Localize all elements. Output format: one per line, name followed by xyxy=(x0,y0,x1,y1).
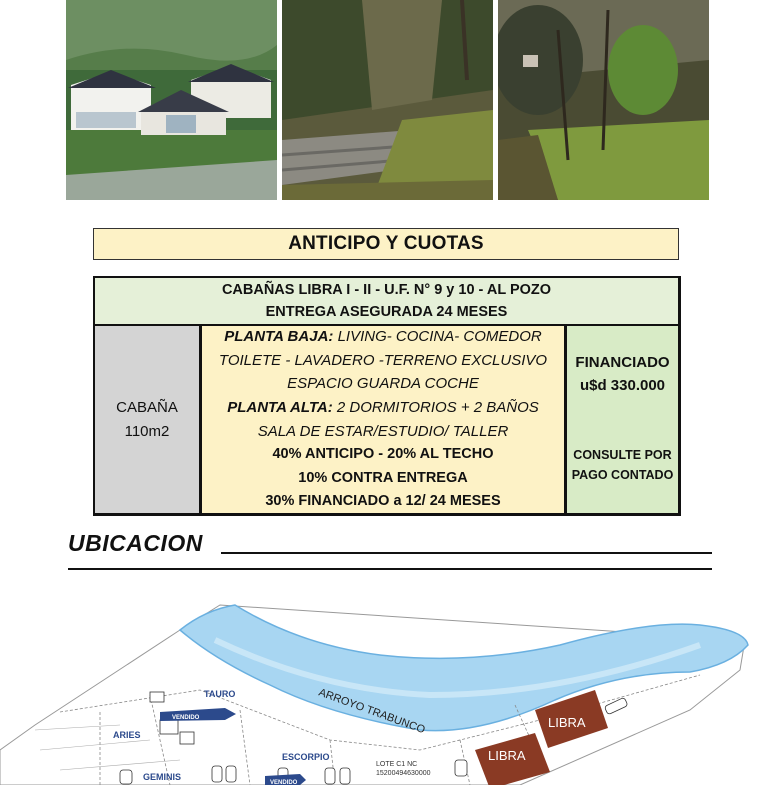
payment-plan-banner xyxy=(93,228,679,260)
cash-note-line1: CONSULTE POR xyxy=(573,448,672,462)
svg-text:LIBRA: LIBRA xyxy=(548,715,586,730)
features-cell xyxy=(202,326,564,513)
payment-terms-1: 40% ANTICIPO - 20% AL TECHO xyxy=(272,446,494,463)
lot-label-tauro: TAURO xyxy=(204,689,236,699)
planta-alta-label: PLANTA ALTA: xyxy=(227,398,333,416)
planta-baja-items: LIVING- COCINA- COMEDOR xyxy=(337,328,542,346)
section-divider xyxy=(68,568,712,570)
location-title: UBICACION xyxy=(68,530,203,556)
sold-badge-escorpio xyxy=(265,774,306,785)
planta-alta-line2: SALA DE ESTAR/ESTUDIO/ TALLER xyxy=(257,422,509,440)
unit-area: 110m2 xyxy=(124,422,170,440)
header-project: CABAÑAS LIBRA I - II - U.F. N° 9 y 10 - AL POZO xyxy=(221,282,552,298)
svg-text:VENDIDO: VENDIDO xyxy=(172,715,200,721)
site-map xyxy=(0,600,776,785)
planta-baja-line3: ESPACIO GUARDA COCHE xyxy=(287,375,479,393)
svg-text:LIBRA: LIBRA xyxy=(488,748,526,763)
header-delivery: ENTREGA ASEGURADA 24 MESES xyxy=(265,304,508,320)
title-rule xyxy=(221,552,712,554)
payment-terms-3: 30% FINANCIADO a 12/ 24 MESES xyxy=(265,493,501,510)
lote-number: 15200494630000 xyxy=(376,770,431,777)
financed-label: FINANCIADO xyxy=(575,354,670,371)
forest-lot-photo xyxy=(498,0,709,200)
svg-text:VENDIDO: VENDIDO xyxy=(270,780,298,785)
lot-label-aries: ARIES xyxy=(113,730,141,740)
river-label: ARROYO TRABUNCO xyxy=(316,686,427,737)
unit-cell xyxy=(95,326,199,513)
unit-type: CABAÑA xyxy=(116,398,178,416)
payment-terms-2: 10% CONTRA ENTREGA xyxy=(298,469,468,486)
planta-alta-items: 2 DORMITORIOS + 2 BAÑOS xyxy=(336,398,539,416)
stone-wall-slope-photo xyxy=(282,0,493,200)
house-render-photo xyxy=(66,0,277,200)
cash-note-line2: PAGO CONTADO xyxy=(571,468,674,482)
lote-label: LOTE C1 NC xyxy=(376,761,418,768)
price-cell xyxy=(567,326,678,513)
banner-title: ANTICIPO Y CUOTAS xyxy=(288,233,484,254)
price-table xyxy=(93,276,681,516)
financed-price: u$d 330.000 xyxy=(579,377,666,394)
lot-label-geminis: GEMINIS xyxy=(143,772,182,782)
planta-baja-label: PLANTA BAJA: xyxy=(224,328,334,346)
lot-label-escorpio: ESCORPIO xyxy=(282,752,330,762)
table-header xyxy=(95,278,678,324)
planta-baja-line2: TOILETE - LAVADERO -TERRENO EXCLUSIVO xyxy=(218,351,548,369)
